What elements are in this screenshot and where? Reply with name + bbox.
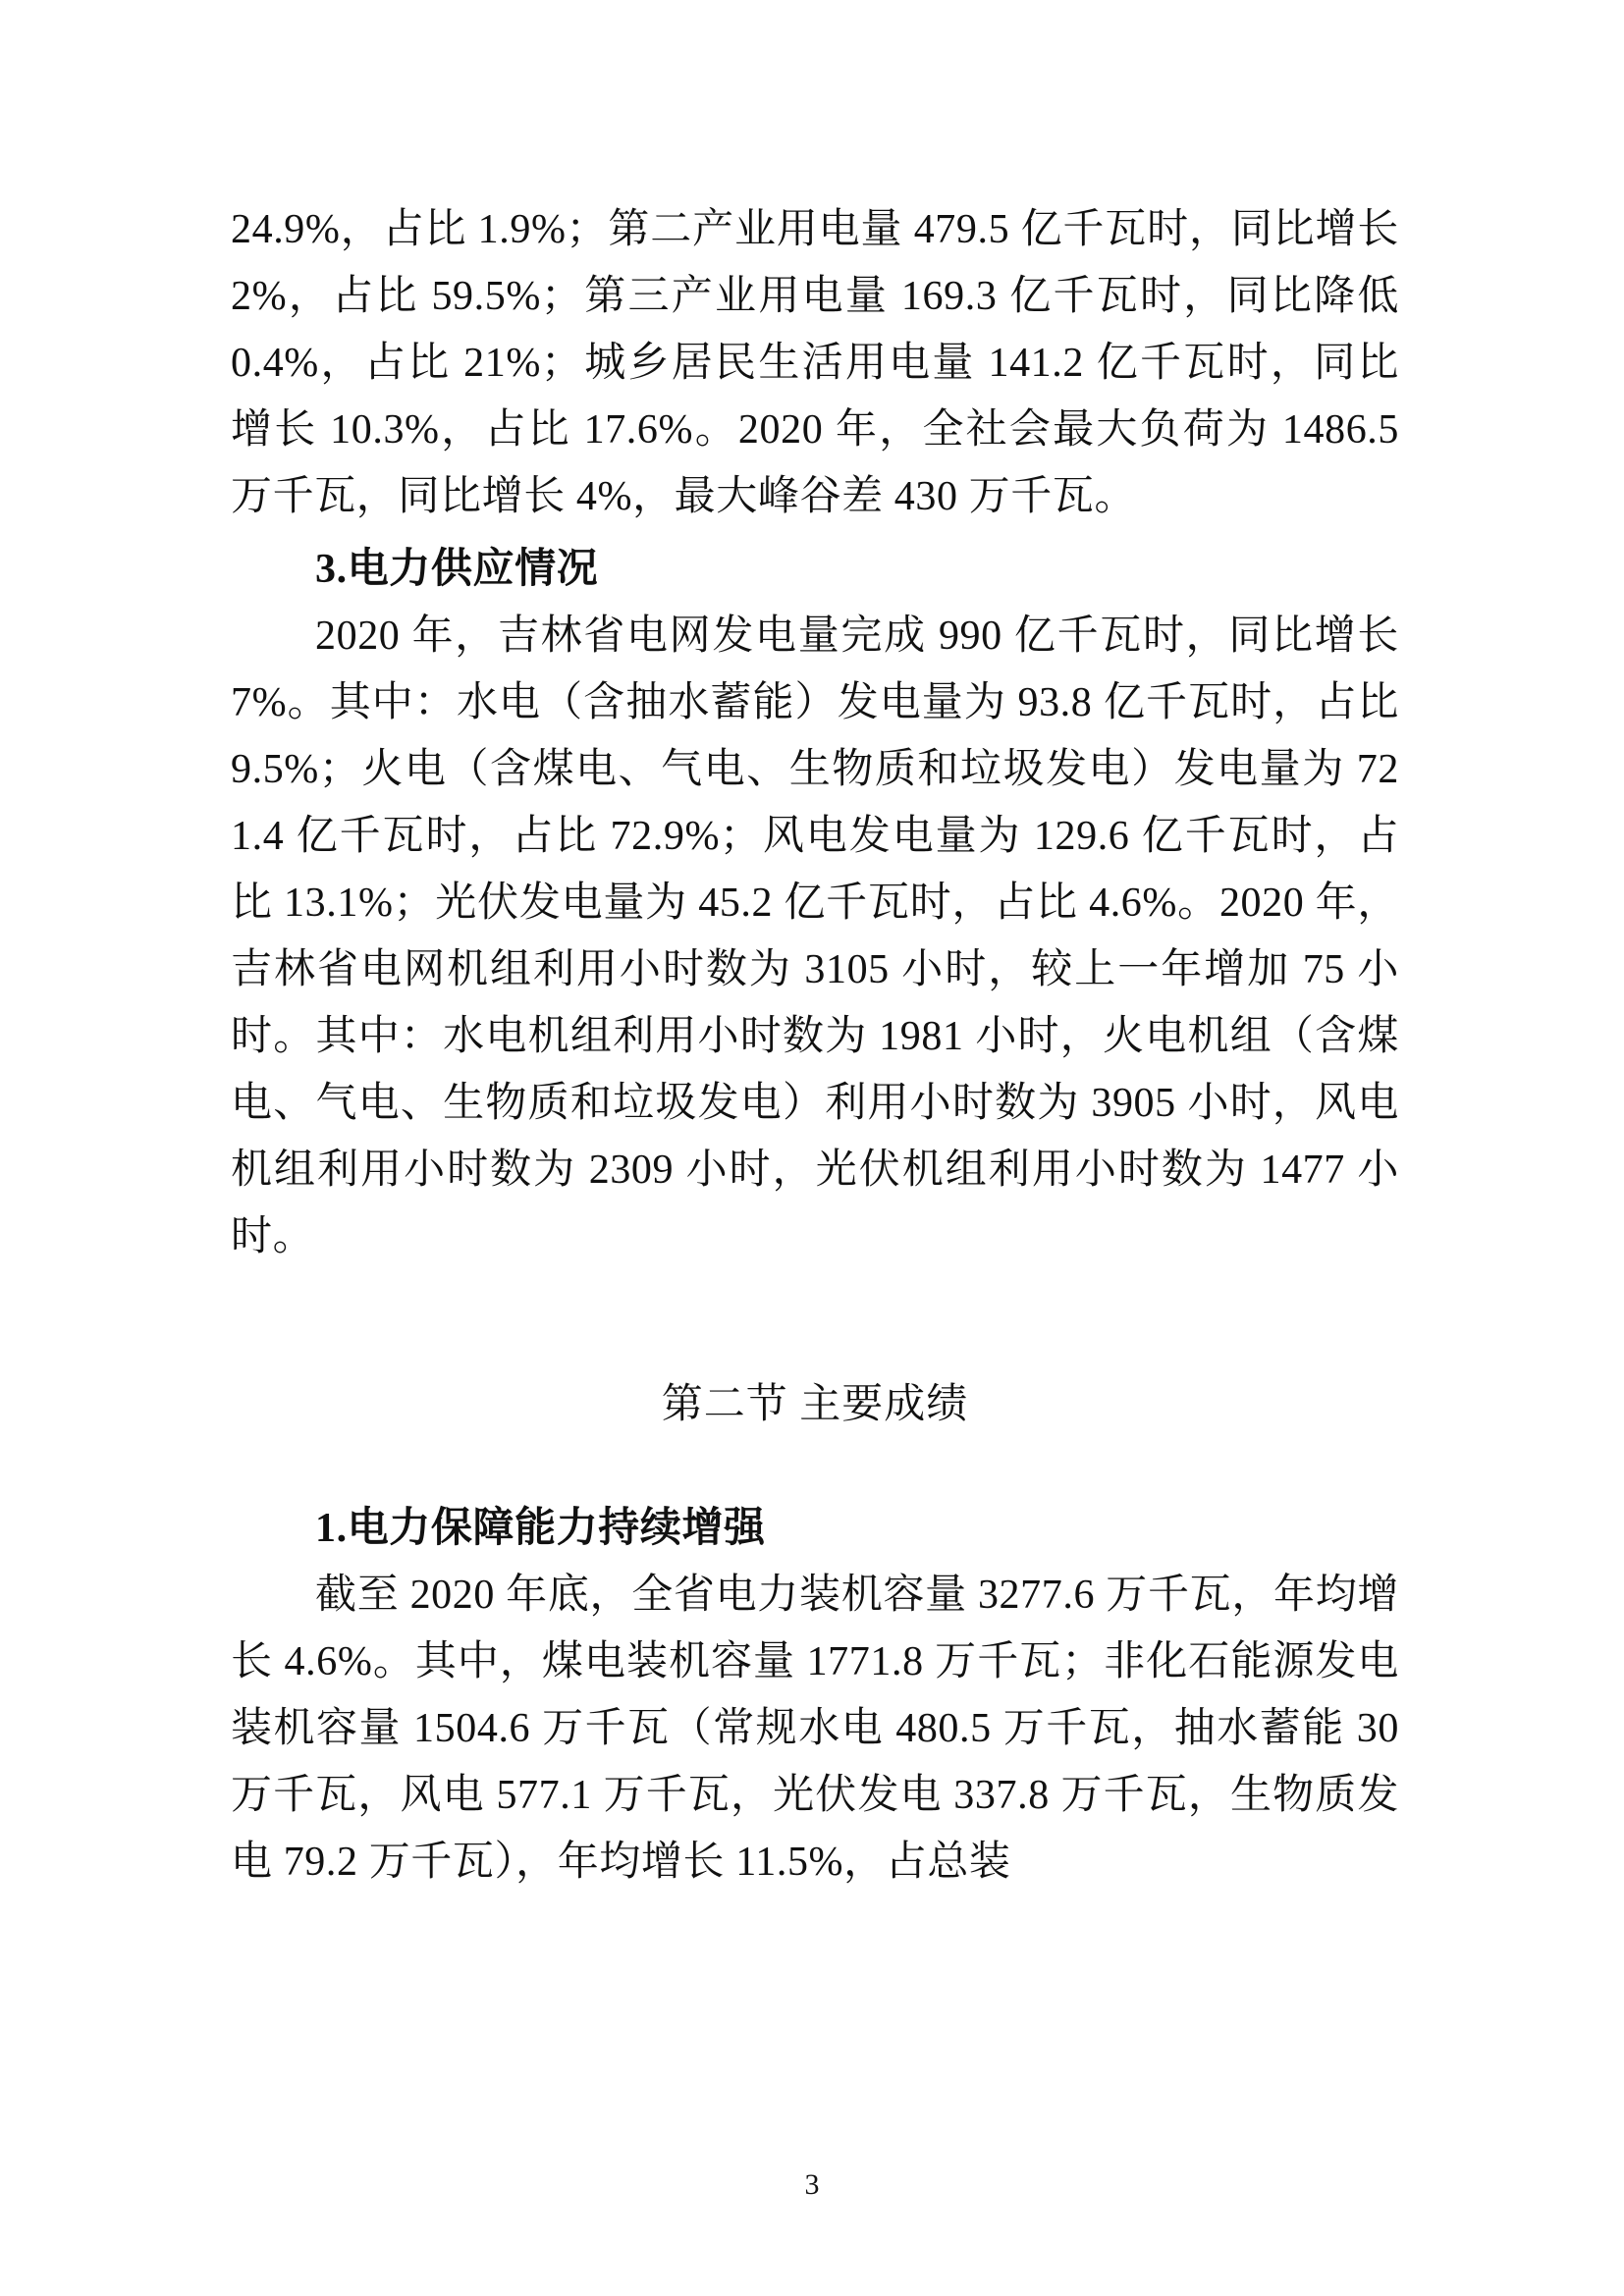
heading-power-guarantee-capability: 1.电力保障能力持续增强 (315, 1505, 766, 1551)
spacer-before-section-title (231, 1271, 1399, 1322)
document-body (231, 196, 1399, 1896)
spacer-after-section-title (231, 1438, 1399, 1489)
section-title-main-achievements: 第二节 主要成绩 (661, 1381, 969, 1427)
paragraph-power-guarantee-capability: 截至 2020 年底，全省电力装机容量 3277.6 万千瓦，年均增长 4.6%。其中，煤电装机容量 1771.8 万千瓦；非化石能源发电装机容量 1504.6 万千瓦（常规水电 480.5 万千瓦，抽水蓄能 30 万千瓦，风电 577.1 万千瓦，光伏发电 337.8 万千瓦，生物质发电 79.2 万千瓦），年均增长 11.5%，占总装 (231, 1572, 1399, 1885)
page-number: 3 (804, 2168, 820, 2201)
paragraph-power-supply: 2020 年，吉林省电网发电量完成 990 亿千瓦时，同比增长 7%。其中：水电（含抽水蓄能）发电量为 93.8 亿千瓦时，占比 9.5%；火电（含煤电、气电、生物质和垃圾发电）发电量为 721.4 亿千瓦时，占比 72.9%；风电发电量为 129.6 亿千瓦时，占比 13.1%；光伏发电量为 45.2 亿千瓦时，占比 4.6%。2020 年，吉林省电网机组利用小时数为 3105 小时，较上一年增加 75 小时。其中：水电机组利用小时数为 1981 小时，火电机组（含煤电、气电、生物质和垃圾发电）利用小时数为 3905 小时，风电机组利用小时数为 2309 小时，光伏机组利用小时数为 1477 小时。 (231, 614, 1399, 1260)
heading-power-supply-situation: 3.电力供应情况 (315, 547, 599, 593)
paragraph-electricity-consumption-continued: 24.9%，占比 1.9%；第二产业用电量 479.5 亿千瓦时，同比增长 2%，占比 59.5%；第三产业用电量 169.3 亿千瓦时，同比降低 0.4%，占比 21%；城乡居民生活用电量 141.2 亿千瓦时，同比增长 10.3%，占比 17.6%。2020 年，全社会最大负荷为 1486.5 万千瓦，同比增长 4%，最大峰谷差 430 万千瓦。 (231, 207, 1399, 520)
